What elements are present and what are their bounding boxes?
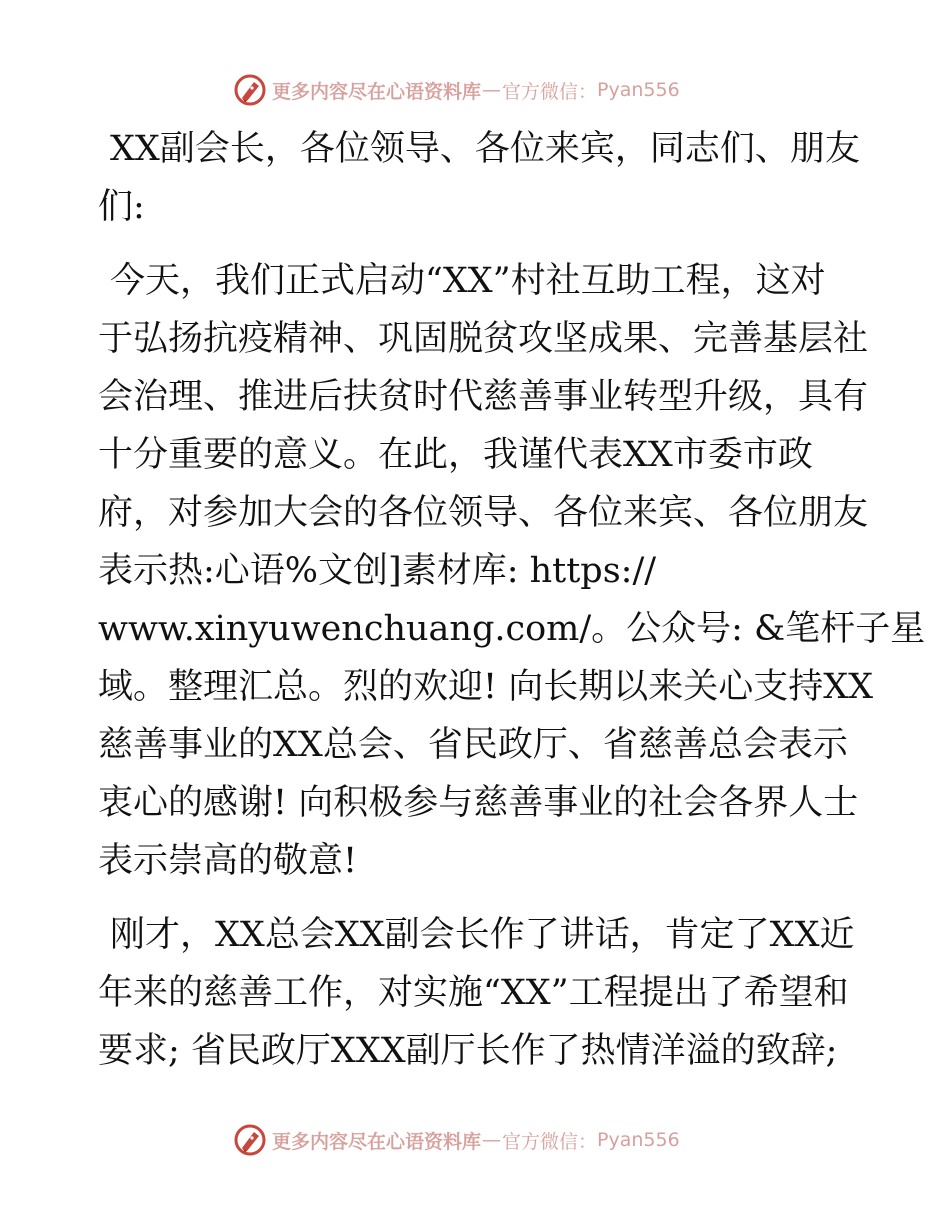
pen-nib-logo-icon [232, 1122, 268, 1158]
footer-watermark-banner [232, 1122, 680, 1158]
text-line: 们: [98, 187, 145, 227]
text-line: 十分重要的意义。在此，我谨代表XX市委市政 [98, 435, 813, 475]
text-line: 表示热:心语%文创]素材库: https:// [98, 551, 657, 591]
header-watermark-banner [232, 72, 680, 108]
paragraph-remarks [98, 906, 858, 1080]
text-line: 府，对参加大会的各位领导、各位来宾、各位朋友 [98, 493, 869, 533]
text-line: 表示崇高的敬意! [98, 841, 358, 881]
text-line: 今天，我们正式启动“XX”村社互助工程，这对 [110, 261, 826, 301]
text-line: 于弘扬抗疫精神、巩固脱贫攻坚成果、完善基层社 [98, 319, 869, 359]
text-line: 会治理、推进后扶贫时代慈善事业转型升级，具有 [98, 377, 869, 417]
text-line: www.xinyuwenchuang.com/。公众号: &笔杆子星 [98, 609, 926, 649]
text-line: 刚才，XX总会XX副会长作了讲话，肯定了XX近 [110, 915, 855, 955]
text-line: 衷心的感谢! 向积极参与慈善事业的社会各界人士 [98, 783, 859, 823]
paragraph-greeting [98, 120, 858, 236]
pen-nib-logo-icon [232, 72, 268, 108]
banner-wechat-id: Pyan556 [597, 1129, 680, 1151]
banner-slogan: 更多内容尽在心语资料库 [272, 1130, 482, 1153]
paragraph-launch [98, 252, 926, 890]
text-line: 域。整理汇总。烈的欢迎! 向长期以来关心支持XX [98, 667, 874, 707]
banner-contact-label: 官方微信： [502, 80, 598, 103]
document-body [98, 120, 926, 1080]
banner-contact-label: 官方微信： [502, 1130, 598, 1153]
text-line: XX副会长，各位领导、各位来宾，同志们、朋友 [110, 129, 860, 169]
text-line: 慈善事业的XX总会、省民政厅、省慈善总会表示 [98, 725, 848, 765]
banner-slogan: 更多内容尽在心语资料库 [272, 80, 482, 103]
text-line: 要求; 省民政厅XXX副厅长作了热情洋溢的致辞; [98, 1031, 838, 1071]
banner-separator: — [482, 1129, 502, 1151]
banner-wechat-id: Pyan556 [597, 79, 680, 101]
text-line: 年来的慈善工作，对实施“XX”工程提出了希望和 [98, 973, 849, 1013]
banner-separator: — [482, 79, 502, 101]
